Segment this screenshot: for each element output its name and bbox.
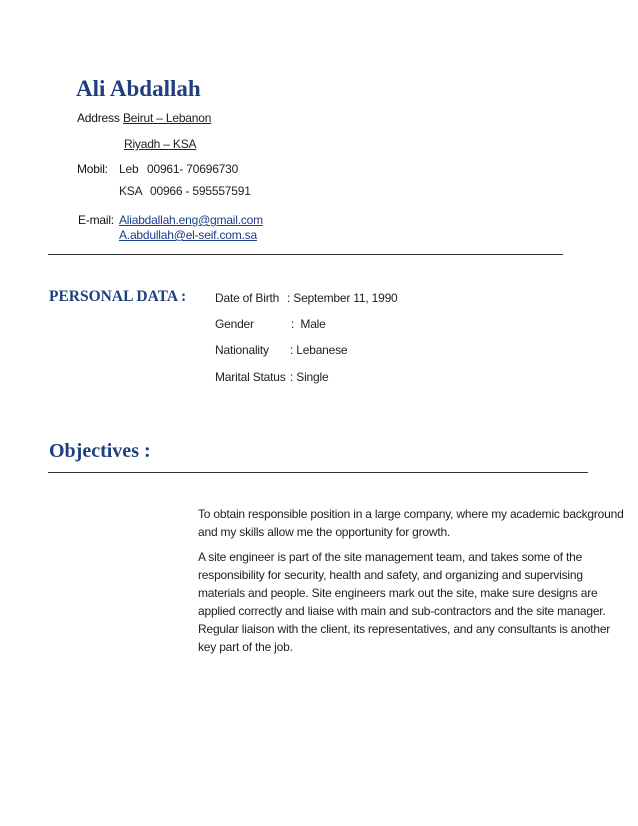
mobile-label: Mobil: — [77, 162, 108, 176]
gender-value: : Male — [291, 317, 326, 331]
address-label: Address : — [77, 111, 126, 125]
candidate-name: Ali Abdallah — [76, 76, 201, 101]
header-divider — [48, 254, 563, 255]
mobile-2-country: KSA — [119, 184, 143, 198]
personal-data-title: PERSONAL DATA : — [49, 288, 187, 305]
email-link-2[interactable]: A.abdullah@el-seif.com.sa — [119, 228, 257, 242]
nationality-value: : Lebanese — [290, 343, 348, 357]
objectives-divider — [48, 472, 588, 473]
objective-paragraph-2: A site engineer is part of the site management team, and takes some of the responsibility for security, health and safety, and organizing and supervising materials and people. Site engineers mark out the site, make sure designs are applied correctly and liaise with main and sub-contractors and the site manager. Regular liaison with the client, its representatives, and any consultants is another key part of the job. — [198, 550, 611, 654]
address-line-1: Beirut – Lebanon — [123, 111, 212, 125]
address-line-2: Riyadh – KSA — [124, 137, 197, 151]
email-label: E-mail: — [78, 213, 114, 227]
objectives-title: Objectives : — [49, 440, 151, 462]
dob-label: Date of Birth — [215, 291, 280, 305]
mobile-1-country: Leb — [119, 162, 139, 176]
mobile-2-number: 00966 - 595557591 — [150, 184, 251, 198]
nationality-label: Nationality — [215, 343, 269, 357]
marital-status-value: : Single — [290, 370, 329, 384]
mobile-1-number: 00961- 70696730 — [147, 162, 239, 176]
email-link-1[interactable]: Aliabdallah.eng@gmail.com — [119, 213, 263, 227]
objective-paragraph-1: To obtain responsible position in a large company, where my academic background and my skills allow me the opportunity for growth. — [198, 507, 624, 539]
dob-value: : September 11, 1990 — [287, 291, 398, 305]
gender-label: Gender — [215, 317, 254, 331]
marital-status-label: Marital Status — [215, 370, 286, 384]
